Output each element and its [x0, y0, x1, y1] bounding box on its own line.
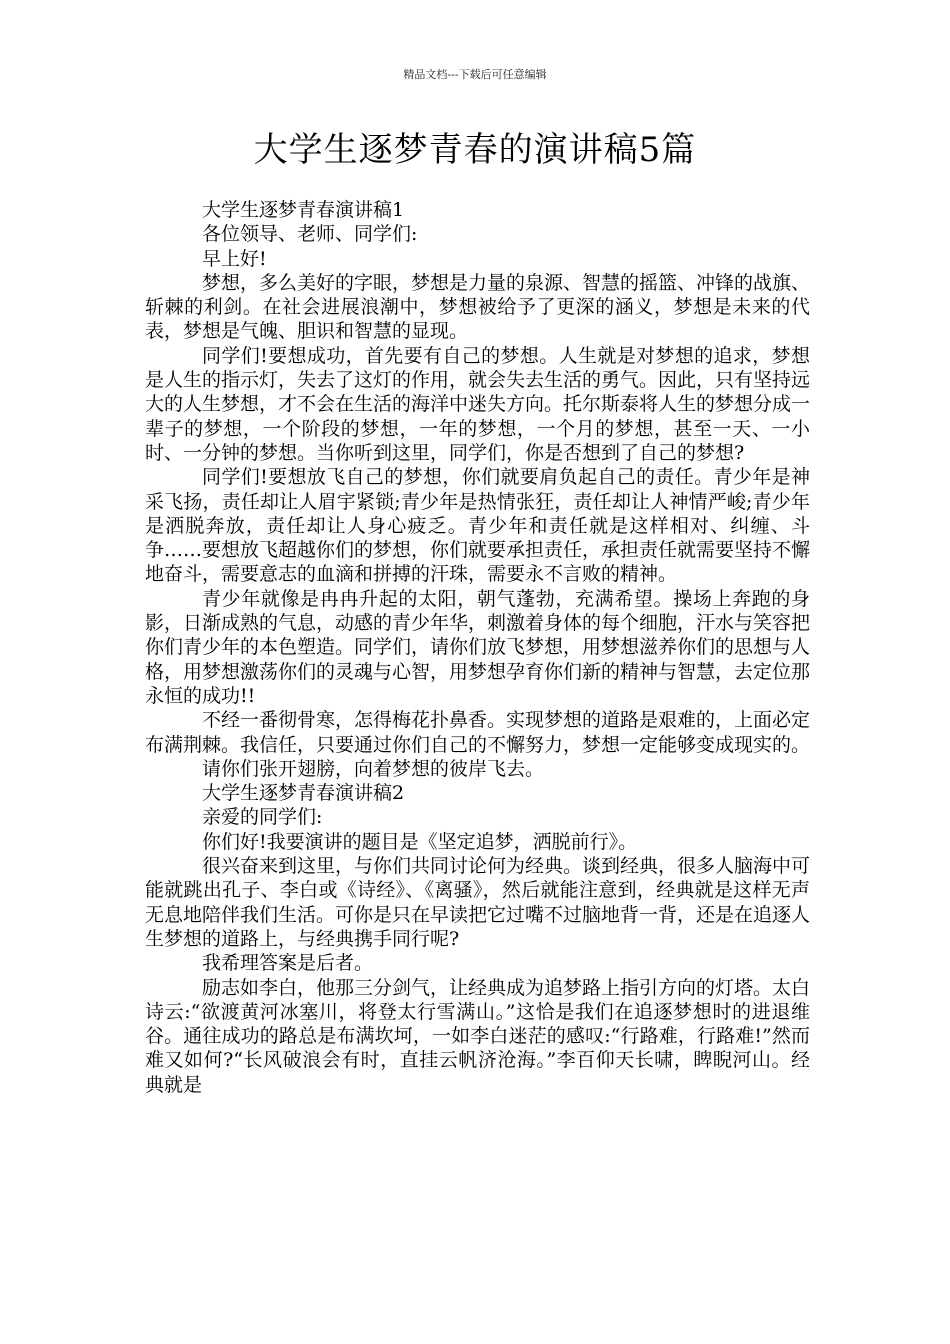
paragraph: 青少年就像是冉冉升起的太阳，朝气蓬勃，充满希望。操场上奔跑的身影，日渐成熟的气息，动感的青少年华，刺激着身体的每个细胞，汗水与笑容把你们青少年的本色塑造。同学们，请你们放飞梦想，用梦想滋养你们的思想与人格，用梦想激荡你们的灵魂与心智，用梦想孕育你们新的精神与智慧，去定位那永恒的成功!!: [145, 587, 811, 707]
paragraph: 请你们张开翅膀，向着梦想的彼岸飞去。: [202, 757, 545, 780]
paragraph: 同学们!要想成功，首先要有自己的梦想。人生就是对梦想的追求，梦想是人生的指示灯，失去了这灯的作用，就会失去生活的勇气。因此，只有坚持远大的人生梦想，才不会在生活的海洋中迷失方向。托尔斯泰将人生的梦想分成一辈子的梦想，一个阶段的梦想，一年的梦想，一个月的梦想，甚至一天、一小时、一分钟的梦想。当你听到这里，同学们，你是否想到了自己的梦想?: [145, 344, 811, 464]
paragraph: 你们好!我要演讲的题目是《坚定追梦，洒脱前行》。: [202, 830, 638, 853]
paragraph: 同学们!要想放飞自己的梦想，你们就要肩负起自己的责任。青少年是神采飞扬，责任却让人眉宇紧锁;青少年是热情张狂，责任却让人神情严峻;青少年是洒脱奔放，责任却让人身心疲乏。青少年和责任就是这样相对、纠缠、斗争……要想放飞超越你们的梦想，你们就要承担责任，承担责任就需要坚持不懈地奋斗，需要意志的血滴和拼搏的汗珠，需要永不言败的精神。: [145, 466, 811, 586]
document-title: 大学生逐梦青春的演讲稿5篇: [253, 130, 697, 170]
section-heading-2: 大学生逐梦青春演讲稿2: [202, 782, 405, 805]
document-body: [145, 198, 810, 1097]
paragraph: 不经一番彻骨寒，怎得梅花扑鼻香。实现梦想的道路是艰难的，上面必定布满荆棘。我信任，只要通过你们自己的不懈努力，梦想一定能够变成现实的。: [145, 709, 811, 756]
page-header: 精品文档---下载后可任意编辑: [403, 68, 547, 81]
paragraph: 我希理答案是后者。: [202, 952, 374, 975]
greeting: 早上好!: [202, 247, 267, 270]
section-heading-1: 大学生逐梦青春演讲稿1: [202, 199, 405, 221]
paragraph: 励志如李白，他那三分剑气，让经典成为追梦路上指引方向的灯塔。太白诗云:“欲渡黄河冰塞川，将登太行雪满山。”这恰是我们在追逐梦想时的进退维谷。通往成功的路总是布满坎坷，一如李白迷茫的感叹:“行路难，行路难!”然而难又如何?“长风破浪会有时，直挂云帆济沧海。”李百仰天长啸，睥睨河山。经典就是: [145, 976, 811, 1096]
paragraph: 梦想，多么美好的字眼，梦想是力量的泉源、智慧的摇篮、冲锋的战旗、斩棘的利剑。在社会进展浪潮中，梦想被给予了更深的涵义，梦想是未来的代表，梦想是气魄、胆识和智慧的显现。: [145, 271, 811, 343]
salutation: 亲爱的同学们:: [202, 806, 323, 829]
paragraph: 很兴奋来到这里，与你们共同讨论何为经典。谈到经典，很多人脑海中可能就跳出孔子、李白或《诗经》、《离骚》，然后就能注意到，经典就是这样无声无息地陪伴我们生活。可你是只在早读把它过嘴不过脑地背一背，还是在追逐人生梦想的道路上，与经典携手同行呢?: [145, 855, 811, 950]
salutation: 各位领导、老师、同学们:: [202, 223, 418, 246]
